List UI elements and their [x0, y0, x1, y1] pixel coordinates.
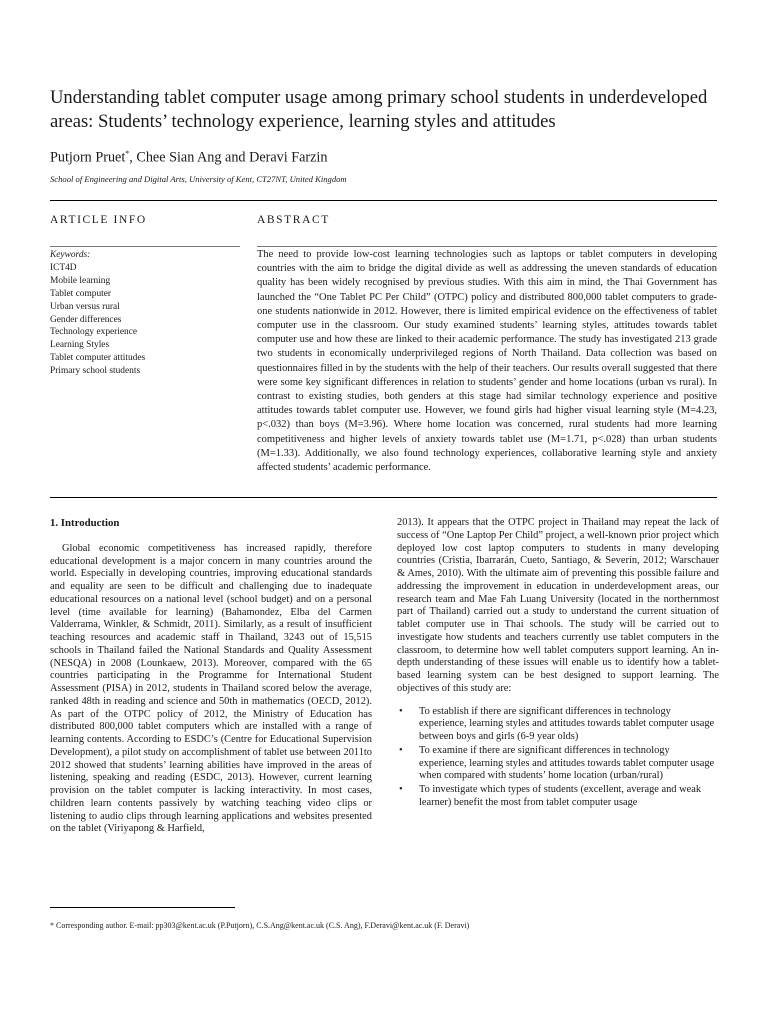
objectives-list [397, 706, 719, 810]
affiliation: School of Engineering and Digital Arts, University of Kent, CT27NT, United Kingdom [50, 174, 347, 184]
header-divider [50, 200, 717, 201]
keyword-item: ICT4D [50, 262, 77, 273]
keyword-item: Learning Styles [50, 340, 110, 351]
footnote-rule [50, 907, 235, 908]
objective-item [397, 784, 719, 810]
co-authors: , Chee Sian Ang and Deravi Farzin [129, 149, 328, 166]
footnote-text: Corresponding author. E-mail: pp303@kent.ac.uk (P.Putjorn), C.S.Ang@kent.ac.uk (C.S. Ang), F.Deravi@kent.ac.uk (F. Deravi) [54, 921, 470, 930]
keyword-item: Urban versus rural [50, 301, 120, 312]
footnote-mark: * [50, 921, 54, 930]
keywords-block [50, 249, 240, 378]
objective-item [397, 706, 719, 744]
keyword-item: Technology experience [50, 327, 138, 338]
article-info-heading: ARTICLE INFO [50, 214, 147, 226]
paper-title: Understanding tablet computer usage among primary school students in underdeveloped areas: Students’ technology experience, learning styles and attitudes [50, 87, 708, 132]
keyword-item: Tablet computer attitudes [50, 353, 146, 364]
first-author: Putjorn Pruet [50, 149, 126, 166]
abstract-rule [257, 246, 717, 247]
abstract-heading: ABSTRACT [257, 214, 330, 226]
abstract-divider [50, 497, 717, 498]
body-column-left [50, 517, 372, 836]
section-heading-introduction: 1. Introduction [50, 517, 120, 529]
intro-paragraph: Global economic competitiveness has increased rapidly, therefore educational development is a major concern in many countries around the world. Especially in developing countries, improving educational standards and equality are seen to be difficult and challenging due to inadequate educational resources on a national level (school budget) and on a personal level (time available for learning) (Bahamondez, Elba del Carmen Valderrama, Winkler, & Schmidt, 2011). Similarly, as a result of insufficient teaching resources and academic staff in Thailand, 3243 out of 15,515 schools in Thailand failed the National Standards and Quality Assessment (NESQA) in 2008 (Lounkaew, 2013). Moreover, compared with the 65 countries participating in the Programme for International Student Assessment (PISA) in 2012, students in Thailand scored below the average, ranked 48th in reading and science and 50th in mathematics (OECD, 2012). As part of the OTPC policy of 2012, the Ministry of Education has distributed 800,000 tablet computers which are installed with a range of learning contents. According to ESDC’s (Centre for Educational Supervision Development), a pilot study on accomplishment of tablet use between 2011to 2012 showed that students’ learning abilities have improved in the areas of listening, speaking and reading (ESDC, 2013). However, current learning provision on the tablet computer is lacking interactivity. In most cases, children learn contents passively by watching teaching video clips or listening to audio clips through learning applications and websites presented on the tablet (Viriyapong & Harfield, [50, 542, 372, 835]
keywords-label: Keywords: [50, 250, 91, 260]
objective-text: To examine if there are significant differences in technology experience, learning styles and attitudes towards tablet computer usage when compared with students’ home location (urban/rural) [419, 744, 715, 782]
keyword-item: Primary school students [50, 366, 141, 377]
footnote [50, 921, 730, 931]
author-list [50, 145, 327, 167]
objective-text: To investigate which types of students (excellent, average and weak learner) benefit the most from tablet computer usage [419, 784, 702, 808]
article-info-rule [50, 246, 240, 247]
body-column-right [397, 517, 719, 811]
abstract-text: The need to provide low-cost learning technologies such as laptops or tablet computers in developing countries with the aim to bridge the digital divide as well as addressing the uneven standards of education quality has been widely recognised by previous studies. With this aim in mind, the Thai Government has launched the “One Tablet PC Per Child” (OTPC) policy and distributed 800,000 tablet computers to grade-one students nationwide in 2012. However, there is limited empirical evidence on the effectiveness of tablet computer use in the classroom. Our study examined students’ learning styles, attitudes towards tablet computer use and how these are linked to their academic performance. The study has investigated 213 grade two students in economically underprivileged regions of North Thailand. Data collection was based on questionnaires filled in by the students with the help of their teachers. Our results overall suggested that there were some key significant differences in relation to students’ gender and home locations (urban vs rural). In contrast to existing studies, both genders at this stage had similar technology experience and positive attitudes towards tablet computer use. However, we found girls had higher visual learning style (M=4.23, p<.032) than boys (M=3.96). Where home location was concerned, rural students had more learning competitiveness and higher levels of anxiety towards tablet use (M=1.71, p<.028) than urban students (M=1.33). Additionally, we also found technology experiences, collaborative learning style and anxiety affected students’ academic performance. [257, 249, 717, 474]
bullet-icon: • [399, 744, 403, 756]
objective-item [397, 745, 719, 783]
objective-text: To establish if there are significant differences in technology experience, learning styles and attitudes towards tablet computer usage between boys and girls (6-9 year olds) [419, 705, 715, 742]
intro-paragraph-continued: 2013). It appears that the OTPC project in Thailand may repeat the lack of success of “One Laptop Per Child” project, a well-known prior project which deployed low cost laptop computers to students in many developing countries (Cristia, Ibarrarán, Cueto, Santiago, & Severín, 2012; Warschauer & Ames, 2010). With the ultimate aim of preventing this possible failure and addressing the improvement in education in underdevelopment areas, our research team and Mae Fah Luang University (located in the northernmost part of Thailand) carried out a study to understand the current situation of tablet computer use in Thai schools. The study will be carried out to investigate how students and teachers currently use tablet computers in the classroom, to determine how well tablet computers support learning. An in-depth understanding of these issues will enable us to identify how a tablet-based learning system can be best designed to support learning. The objectives of this study are: [397, 517, 719, 694]
keyword-item: Mobile learning [50, 275, 111, 286]
bullet-icon: • [399, 705, 403, 717]
bullet-icon: • [399, 784, 403, 795]
keyword-item: Gender differences [50, 314, 122, 325]
corresponding-author-mark: * [125, 149, 130, 158]
keyword-item: Tablet computer [50, 288, 112, 299]
